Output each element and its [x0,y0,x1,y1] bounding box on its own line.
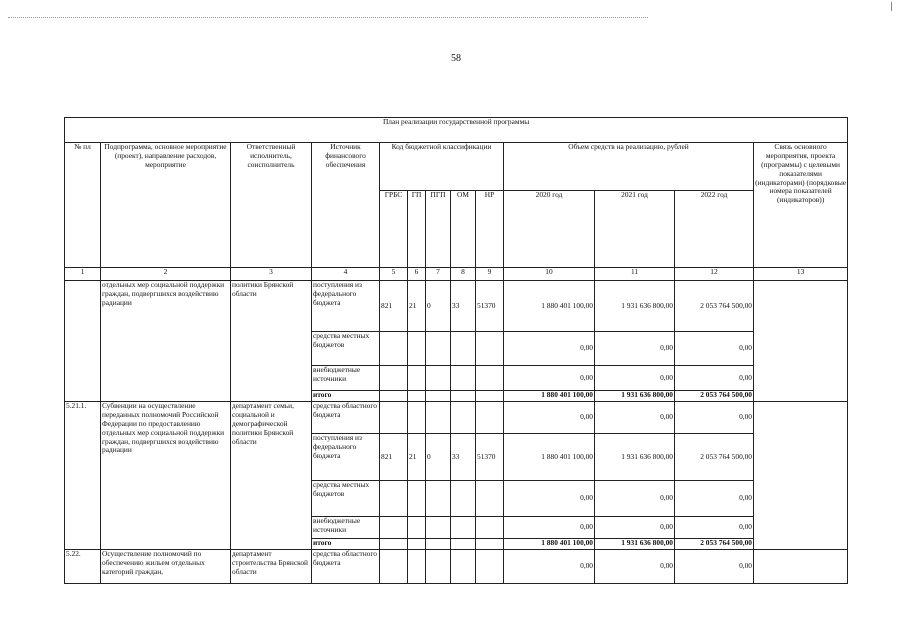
header-link: Связь основного мероприятия, проекта (программы) с целевыми показателями (индикаторами) (порядковые номера показателей (индикаторов)) [754,143,848,268]
row-2021: 1 931 636 800,00 [595,391,675,402]
row-source: итого [312,391,380,402]
row-om: 33 [451,434,476,481]
row-grbs: 821 [380,281,408,332]
col-number: 10 [504,268,595,281]
column-number-row [65,268,848,281]
table-row [65,281,848,332]
header-grbs: ГРБС [380,191,408,268]
header-volume: Объем средств на реализацию, рублей [504,143,754,191]
row-2021: 0,00 [595,517,675,539]
row-om [451,366,476,391]
row-gp [408,391,426,402]
row-source: поступления из федерального бюджета [312,434,380,481]
row-responsible: политики Брянской области [231,281,312,402]
row-responsible: департамент семьи, социальной и демографической политики Брянской области [231,402,312,550]
row-gp [408,332,426,366]
row-2022: 0,00 [675,402,754,434]
row-2022: 0,00 [675,366,754,391]
col-number: 4 [312,268,380,281]
row-grbs [380,517,408,539]
row-link [754,281,848,402]
row-grbs [380,402,408,434]
row-om [451,550,476,584]
header-row-1 [65,143,848,191]
header-2020: 2020 год [504,191,595,268]
col-number: 9 [476,268,504,281]
row-gp [408,517,426,539]
table-row [65,402,848,434]
row-gp [408,366,426,391]
row-nr [476,332,504,366]
row-nr [476,539,504,550]
row-pgp [426,539,451,550]
row-om [451,539,476,550]
row-pgp [426,391,451,402]
header-source: Источник финансового обеспечения [312,143,380,268]
row-2022: 2 053 764 500,00 [675,391,754,402]
row-nr [476,517,504,539]
row-source: средства местных бюджетов [312,481,380,517]
row-gp: 21 [408,434,426,481]
row-pgp [426,366,451,391]
row-pgp [426,402,451,434]
col-number: 13 [754,268,848,281]
col-number: 11 [595,268,675,281]
program-plan-table [64,117,848,584]
row-2020: 0,00 [504,366,595,391]
row-2020: 1 880 401 100,00 [504,281,595,332]
row-link [754,550,848,584]
row-2020: 1 880 401 100,00 [504,539,595,550]
row-gp: 21 [408,281,426,332]
row-2021: 0,00 [595,366,675,391]
row-om [451,391,476,402]
row-2022: 0,00 [675,481,754,517]
row-om [451,517,476,539]
row-gp [408,402,426,434]
table-row [65,550,848,584]
row-om [451,402,476,434]
row-2020: 1 880 401 100,00 [504,434,595,481]
row-2022: 2 053 764 500,00 [675,539,754,550]
row-nr: 51370 [476,281,504,332]
row-source: средства областного бюджета [312,402,380,434]
header-responsible: Ответственный исполнитель, соисполнитель [231,143,312,268]
row-2021: 1 931 636 800,00 [595,539,675,550]
row-2020: 0,00 [504,402,595,434]
row-grbs [380,539,408,550]
row-2020: 0,00 [504,481,595,517]
row-nr: 51370 [476,434,504,481]
header-om: ОМ [451,191,476,268]
row-pgp: 0 [426,281,451,332]
row-pgp: 0 [426,434,451,481]
table-title: План реализации государственной программы [65,118,848,143]
row-source: поступления из федерального бюджета [312,281,380,332]
header-budget-code: Код бюджетной классификации [380,143,504,191]
row-nr [476,366,504,391]
row-grbs [380,332,408,366]
row-2021: 1 931 636 800,00 [595,281,675,332]
col-number: 5 [380,268,408,281]
col-number: 7 [426,268,451,281]
row-grbs: 821 [380,434,408,481]
scan-artifact-line [8,17,648,18]
row-grbs [380,550,408,584]
row-gp [408,550,426,584]
row-2022: 0,00 [675,332,754,366]
row-gp [408,539,426,550]
header-num: № пл [65,143,101,268]
row-grbs [380,481,408,517]
row-num-cell: 5.21.1. [65,402,101,550]
row-pgp [426,550,451,584]
row-source: средства местных бюджетов [312,332,380,366]
header-2021: 2021 год [595,191,675,268]
table-title-row [65,118,848,143]
col-number: 6 [408,268,426,281]
row-nr [476,550,504,584]
row-source: внебюджетные источники [312,517,380,539]
row-2020: 0,00 [504,332,595,366]
page-number: 58 [451,53,461,64]
row-source: средства областного бюджета [312,550,380,584]
col-number: 1 [65,268,101,281]
row-responsible: департамент строительства Брянской области [231,550,312,584]
row-om [451,332,476,366]
row-2022: 2 053 764 500,00 [675,281,754,332]
row-2022: 2 053 764 500,00 [675,434,754,481]
row-source: внебюджетные источники [312,366,380,391]
row-2022: 0,00 [675,517,754,539]
header-2022: 2022 год [675,191,754,268]
row-gp [408,481,426,517]
row-2021: 0,00 [595,550,675,584]
row-description: отдельных мер социальной поддержки граждан, подвергшихся воздействию радиации [101,281,231,402]
row-num-cell: 5.22. [65,550,101,584]
row-source: итого [312,539,380,550]
row-2022: 0,00 [675,550,754,584]
row-pgp [426,332,451,366]
row-2021: 0,00 [595,481,675,517]
row-2021: 0,00 [595,402,675,434]
row-2020: 1 880 401 100,00 [504,391,595,402]
row-2020: 0,00 [504,550,595,584]
row-link [754,402,848,550]
header-pgp: ПГП [426,191,451,268]
scan-edge-mark [891,2,892,11]
header-subprogram: Подпрограмма, основное мероприятие (проект), направление расходов, мероприятие [101,143,231,268]
row-num-cell [65,281,101,402]
col-number: 3 [231,268,312,281]
row-2020: 0,00 [504,517,595,539]
col-number: 8 [451,268,476,281]
col-number: 12 [675,268,754,281]
header-nr: НР [476,191,504,268]
row-pgp [426,517,451,539]
row-nr [476,402,504,434]
row-2021: 1 931 636 800,00 [595,434,675,481]
header-gp: ГП [408,191,426,268]
row-grbs [380,391,408,402]
row-2021: 0,00 [595,332,675,366]
row-pgp [426,481,451,517]
row-description: Субвенции на осуществление переданных полномочий Российской Федерации по предоставлению отдельных мер социальной поддержки граждан, подвергшихся воздействию радиации [101,402,231,550]
row-om: 33 [451,281,476,332]
row-description: Осуществление полномочий по обеспечению жильем отдельных категорий граждан, [101,550,231,584]
row-nr [476,391,504,402]
row-grbs [380,366,408,391]
row-nr [476,481,504,517]
row-om [451,481,476,517]
col-number: 2 [101,268,231,281]
